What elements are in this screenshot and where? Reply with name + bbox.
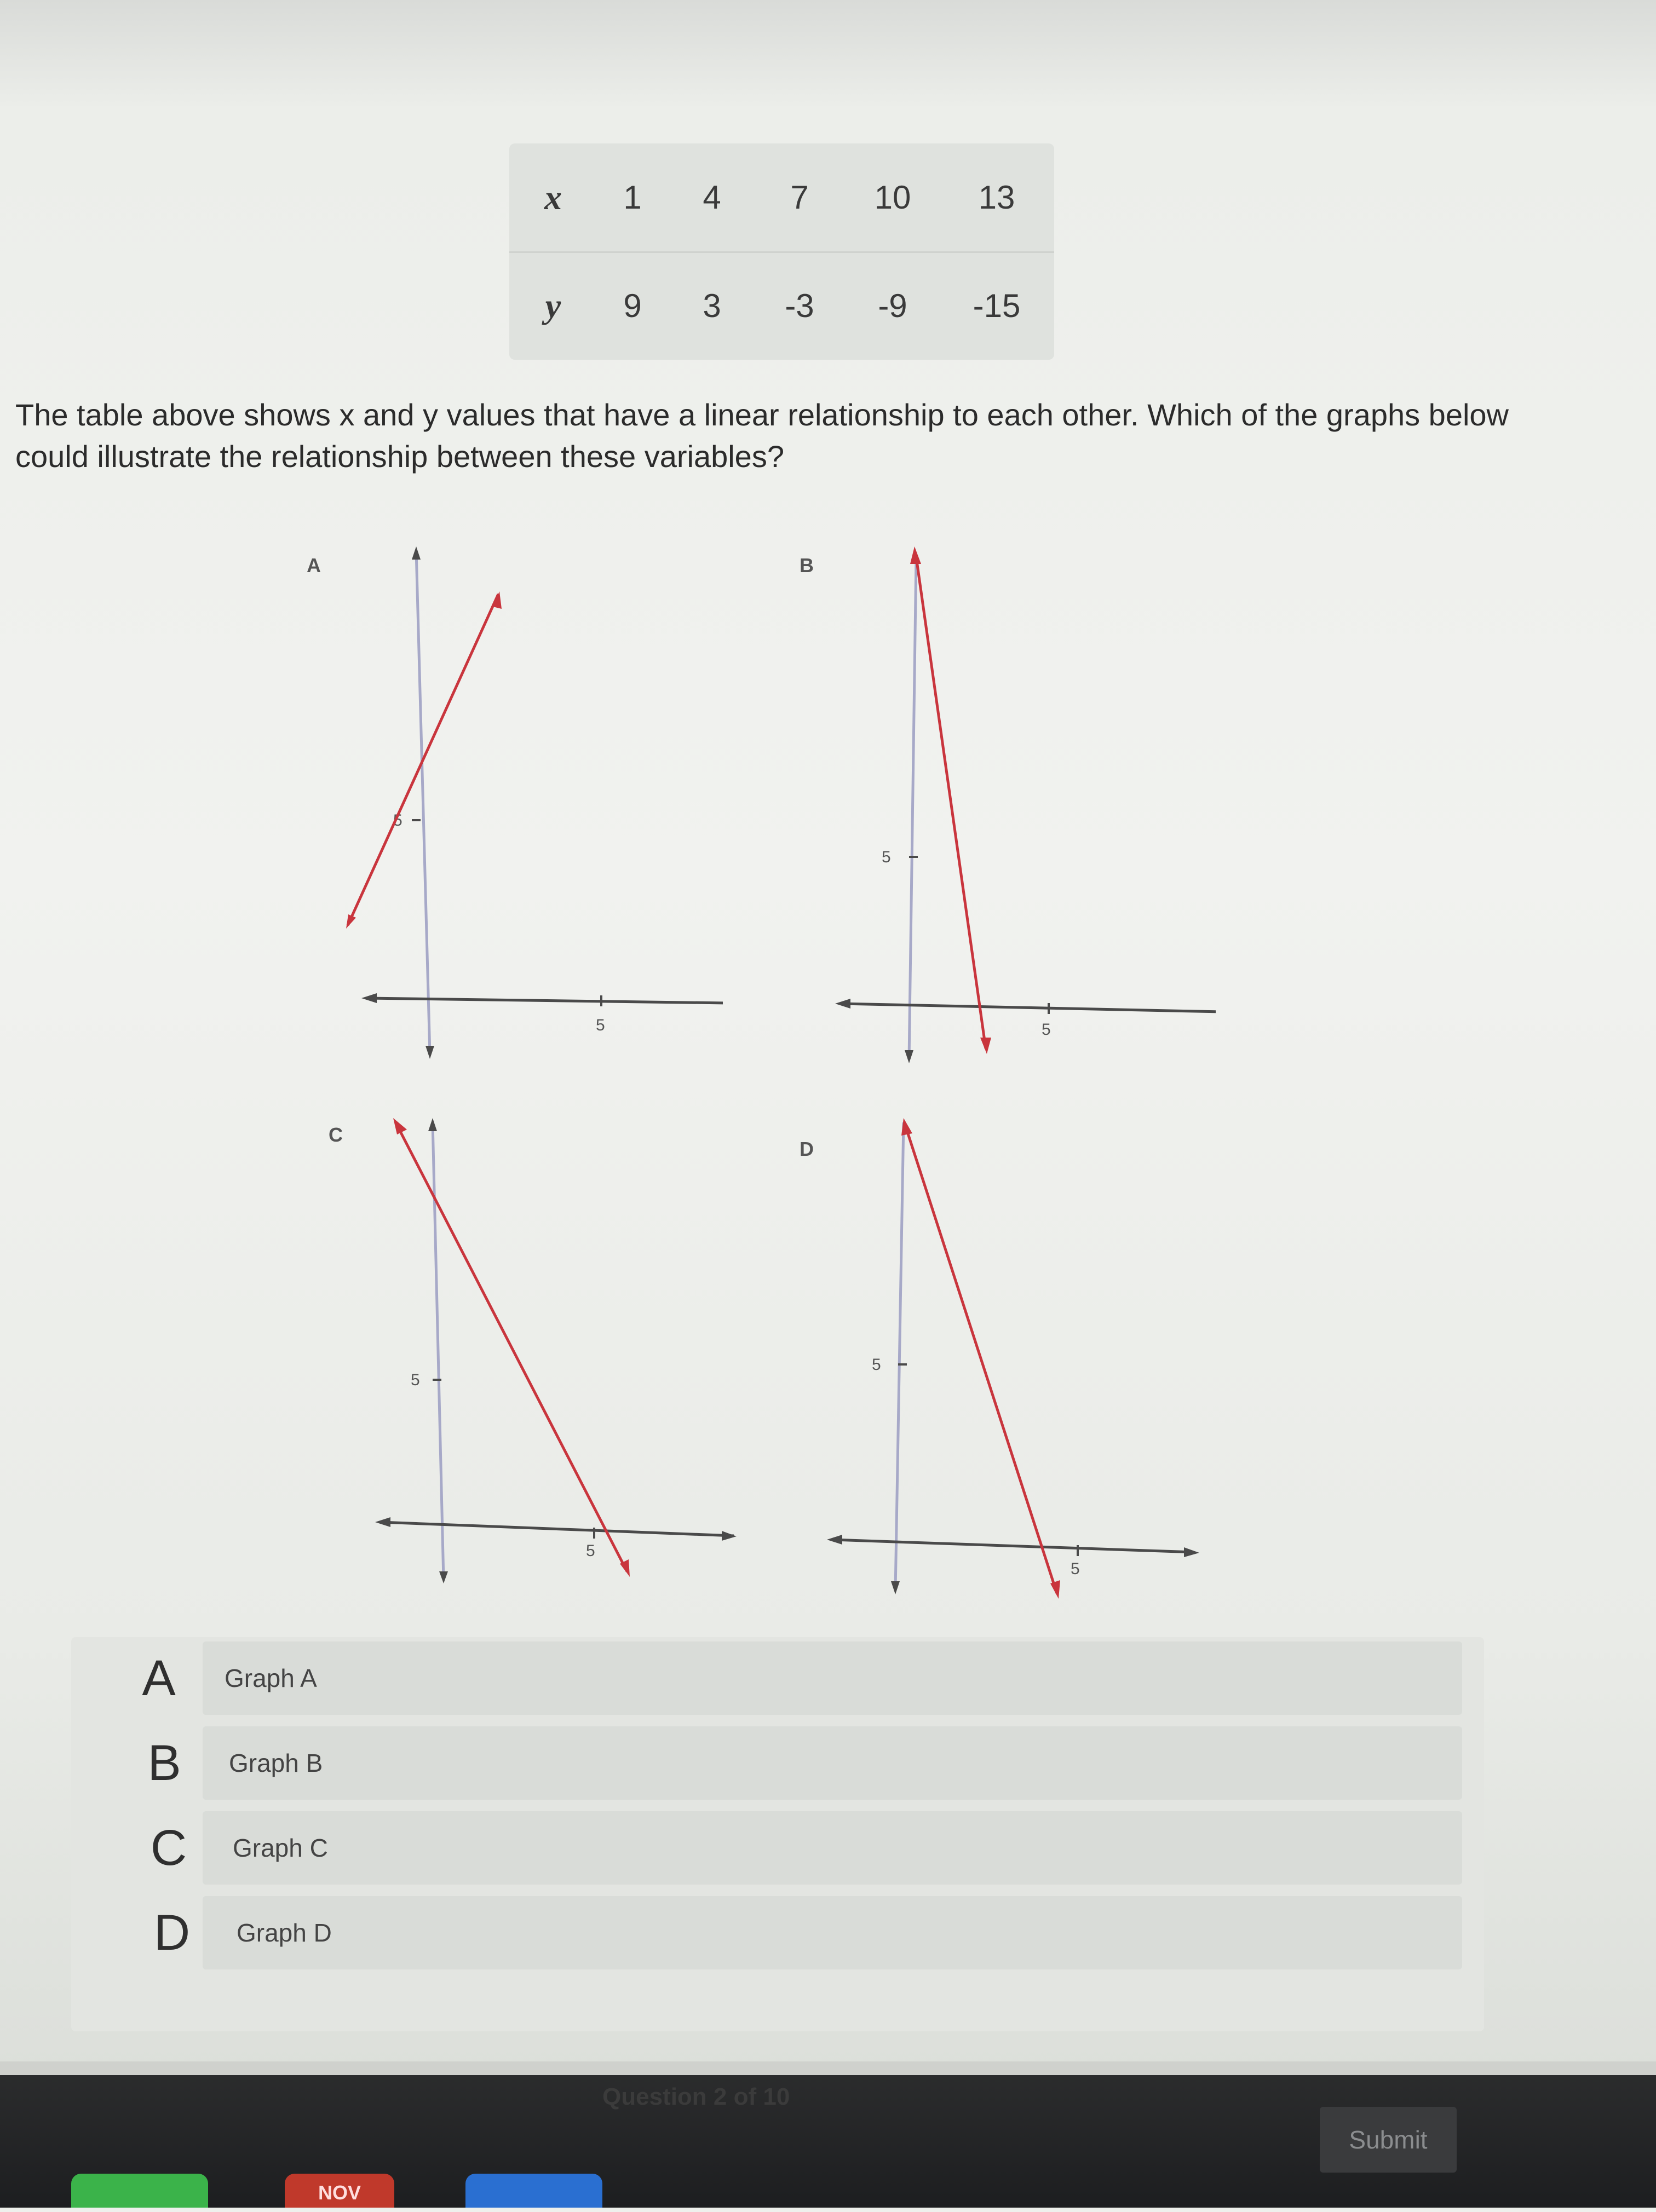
x-axis-arrow-left-icon	[375, 1517, 390, 1527]
option-letter: C	[150, 1820, 187, 1876]
line-arrow-icon	[346, 914, 356, 929]
graph-d-plot	[800, 1111, 1216, 1659]
x-value-cell: 7	[790, 179, 809, 216]
x-axis	[841, 1004, 1216, 1012]
y-value-cell: -15	[973, 287, 1021, 324]
y-axis	[895, 1122, 904, 1591]
y-value-cell: 9	[623, 287, 642, 324]
line-arrow-icon	[901, 1118, 912, 1136]
y-tick-label: 5	[411, 1371, 420, 1389]
graph-c-plot	[329, 1111, 745, 1659]
y-axis-arrow-down-icon	[426, 1046, 434, 1059]
x-axis-arrow-left-icon	[827, 1535, 842, 1545]
x-tick-label: 5	[596, 1016, 605, 1034]
x-tick-label: 5	[1042, 1021, 1051, 1039]
option-box[interactable]	[203, 1726, 1462, 1800]
y-tick-label: 5	[872, 1356, 881, 1374]
submit-button[interactable]: Submit	[1320, 2107, 1457, 2173]
line-arrow-icon	[393, 1118, 407, 1134]
value-table	[509, 143, 1054, 360]
option-letter: D	[153, 1905, 191, 1961]
y-axis-arrow-up-icon	[412, 546, 421, 560]
y-value-cell: -3	[785, 287, 814, 324]
y-axis-arrow-up-icon	[428, 1118, 437, 1131]
x-value-cell: 13	[978, 179, 1015, 216]
option-label: Graph C	[233, 1834, 328, 1862]
y-value-cell: -9	[878, 287, 907, 324]
option-box[interactable]	[203, 1896, 1462, 1969]
graph-b-plot	[800, 542, 1216, 1090]
x-header: x	[544, 178, 562, 217]
graph-label: B	[800, 554, 814, 577]
x-axis-arrow-right-icon	[1184, 1547, 1199, 1557]
y-tick-label: 5	[393, 811, 403, 830]
graph-a	[307, 542, 723, 1090]
y-tick-label: 5	[882, 848, 891, 866]
x-axis-arrow-right-icon	[722, 1531, 737, 1541]
graph-c	[329, 1111, 745, 1659]
x-axis-arrow-left-icon	[361, 993, 377, 1003]
graph-line	[916, 553, 986, 1049]
y-axis	[433, 1122, 444, 1580]
x-tick-label: 5	[1071, 1560, 1080, 1578]
graph-label: A	[307, 554, 321, 577]
option-b[interactable]	[71, 1722, 1484, 1804]
y-axis	[416, 550, 430, 1054]
x-value-cell: 4	[703, 179, 721, 216]
x-axis	[832, 1540, 1194, 1552]
x-value-cell: 10	[874, 179, 911, 216]
option-box[interactable]	[203, 1641, 1462, 1715]
table-row-y	[509, 252, 1054, 360]
table-row-x	[509, 143, 1054, 253]
option-label: Graph A	[225, 1664, 317, 1692]
option-label: Graph B	[229, 1749, 323, 1777]
graph-label: D	[800, 1138, 814, 1160]
x-axis	[367, 998, 723, 1003]
dock-app-green[interactable]	[71, 2174, 208, 2208]
graph-a-plot	[307, 542, 723, 1090]
question-text: The table above shows x and y values that have a linear relationship to each other. Which of the graphs below could illustrate the relationship between these variables?	[15, 398, 1509, 474]
graph-line	[905, 1125, 1057, 1593]
y-axis-arrow-down-icon	[439, 1571, 448, 1583]
y-header: y	[545, 286, 561, 325]
question-counter: Question 2 of 10	[602, 2083, 790, 2110]
line-arrow-icon	[980, 1038, 991, 1054]
option-box[interactable]	[203, 1811, 1462, 1885]
y-axis-arrow-down-icon	[891, 1581, 900, 1594]
answer-options	[71, 1637, 1484, 2031]
dock-app-blue[interactable]	[465, 2174, 602, 2208]
line-arrow-icon	[1050, 1580, 1060, 1599]
graph-label: C	[329, 1124, 343, 1146]
x-value-cell: 1	[623, 179, 642, 216]
option-a[interactable]	[71, 1637, 1484, 1719]
x-axis	[381, 1522, 734, 1536]
y-axis	[909, 558, 916, 1059]
x-axis-arrow-left-icon	[835, 999, 850, 1009]
dock-app-calendar[interactable]: NOV	[285, 2174, 394, 2208]
line-arrow-icon	[910, 546, 921, 564]
option-letter: A	[142, 1650, 176, 1706]
option-letter: B	[147, 1735, 181, 1791]
graph-d	[800, 1111, 1216, 1659]
y-axis-arrow-down-icon	[905, 1050, 913, 1063]
graph-line	[397, 1125, 627, 1571]
y-value-cell: 3	[703, 287, 721, 324]
option-d[interactable]	[71, 1892, 1484, 1974]
graph-b	[800, 542, 1216, 1090]
option-label: Graph D	[237, 1919, 332, 1947]
option-c[interactable]	[71, 1807, 1484, 1889]
graph-line	[348, 594, 498, 925]
x-tick-label: 5	[586, 1542, 595, 1560]
